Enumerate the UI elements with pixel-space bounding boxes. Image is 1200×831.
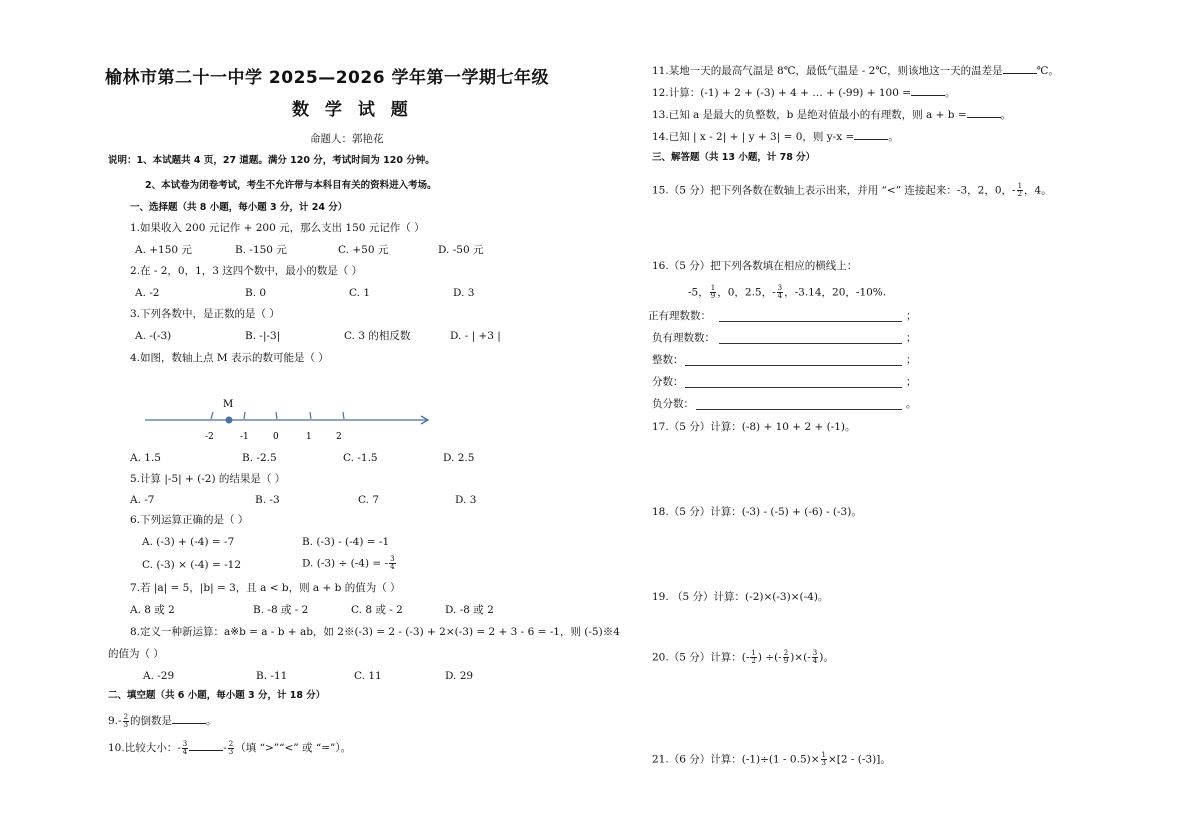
fraction-numerator: 3 xyxy=(182,739,188,748)
fraction-numerator: 2 xyxy=(228,739,234,748)
q2-option-d: D. 3 xyxy=(453,287,475,299)
q1-option-b: B. -150 元 xyxy=(235,244,287,256)
q9 xyxy=(108,713,217,729)
fraction-denominator: 9 xyxy=(783,657,789,665)
fraction-denominator: 4 xyxy=(182,747,188,756)
q20-text: 20.（5 分）计算：(- xyxy=(652,651,750,664)
q21 xyxy=(652,752,891,767)
q12-text: 。 xyxy=(945,87,956,99)
q9-text: 。 xyxy=(206,715,217,727)
fraction-denominator: 2 xyxy=(1017,190,1023,198)
q16-line-end: 。 xyxy=(906,398,917,410)
fraction xyxy=(821,752,827,767)
answer-blank[interactable] xyxy=(189,740,223,751)
section-3-heading: 三、解答题（共 13 小题，计 78 分） xyxy=(652,152,816,163)
tick-label: -1 xyxy=(240,432,249,442)
q7-option-a: A. 8 或 2 xyxy=(130,604,175,616)
q16-label-integer: 整数： xyxy=(652,354,684,366)
q16-label-negative-fraction: 负分数： xyxy=(652,398,694,410)
q17: 17.（5 分）计算：(-8) + 10 + 2 + (-1)。 xyxy=(652,421,856,433)
q5-stem: 5.计算 |-5| + (-2) 的结果是（ ） xyxy=(130,473,286,485)
tick-label: 1 xyxy=(306,432,312,442)
fraction-numerator: 1 xyxy=(821,751,826,759)
q10-text: - xyxy=(223,742,227,754)
answer-line[interactable] xyxy=(685,364,902,366)
fraction xyxy=(123,714,129,729)
q16-numbers xyxy=(688,285,886,300)
q2-option-a: A. -2 xyxy=(135,287,160,299)
fraction xyxy=(812,650,818,665)
q20 xyxy=(652,650,834,665)
q13-text: 。 xyxy=(1000,109,1012,121)
fraction xyxy=(182,741,188,756)
q14 xyxy=(652,129,899,144)
fraction-denominator: 4 xyxy=(390,563,395,571)
tick-mark xyxy=(244,412,245,419)
fraction xyxy=(389,556,395,571)
q6-option-d-text: D. (-3) ÷ (-4) = - xyxy=(302,557,389,570)
q16-line-end: ； xyxy=(906,310,917,322)
q14-text: 。 xyxy=(888,131,899,143)
fraction-denominator: 2 xyxy=(751,657,756,665)
q4-option-d: D. 2.5 xyxy=(443,452,475,464)
q6-option-c: C. (-3) × (-4) = -12 xyxy=(142,559,242,571)
q8-option-b: B. -11 xyxy=(256,670,288,682)
q6-stem: 6.下列运算正确的是（ ） xyxy=(130,514,249,526)
q20-text: )。 xyxy=(819,651,834,664)
fraction-denominator: 4 xyxy=(777,292,783,300)
fraction-numerator: 3 xyxy=(390,555,395,563)
q10-text: （填 “>”“<” 或 “=”）。 xyxy=(235,742,352,754)
point-m-label: M xyxy=(223,399,234,410)
q1-option-d: D. -50 元 xyxy=(438,244,484,256)
q8-option-c: C. 11 xyxy=(354,670,382,682)
exam-subtitle: 数 学 试 题 xyxy=(292,100,413,120)
fraction xyxy=(710,285,716,300)
q16-label-positive-rational: 正有理数数： xyxy=(648,310,711,322)
fraction-denominator: 9 xyxy=(710,292,716,300)
section-1-heading: 一、选择题（共 8 小题，每小题 3 分，计 24 分） xyxy=(130,202,348,213)
q6-option-a: A. (-3) + (-4) = -7 xyxy=(142,536,235,548)
q8-option-d: D. 29 xyxy=(445,670,474,682)
q4-option-b: B. -2.5 xyxy=(242,452,277,464)
tick-label: 2 xyxy=(336,432,342,442)
q10 xyxy=(108,740,351,756)
q2-stem: 2.在 - 2，0，1，3 这四个数中，最小的数是（ ） xyxy=(130,265,363,277)
fraction xyxy=(1017,183,1023,198)
q21-text: ×[2 - (-3)]。 xyxy=(828,753,891,766)
q14-text: 14.已知 | x - 2| + | y + 3| = 0，则 y-x = xyxy=(652,131,855,143)
answer-line[interactable] xyxy=(719,320,902,322)
answer-blank[interactable] xyxy=(967,107,1001,118)
q13-text: 13.已知 a 是最大的负整数，b 是绝对值最小的有理数，则 a + b = xyxy=(652,109,967,121)
tick-label: -2 xyxy=(205,432,214,442)
q3-option-b: B. -|-3| xyxy=(245,330,281,342)
fraction-numerator: 3 xyxy=(812,649,818,657)
fraction-denominator: 3 xyxy=(228,747,234,756)
q5-option-d: D. 3 xyxy=(455,494,477,506)
q4-option-a: A. 1.5 xyxy=(130,452,161,464)
section-2-heading: 二、填空题（共 6 小题，每小题 3 分，计 18 分） xyxy=(108,690,326,701)
q15 xyxy=(652,183,1052,198)
q21-text: 21.（6 分）计算：(-1)÷(1 - 0.5)× xyxy=(652,753,820,766)
exam-title: 榆林市第二十一中学 2025—2026 学年第一学期七年级 xyxy=(105,68,549,88)
tick-label: 0 xyxy=(273,432,279,442)
fraction-numerator: 1 xyxy=(751,649,756,657)
number-line-figure xyxy=(145,392,435,444)
fraction xyxy=(750,650,756,665)
q19: 19. （5 分）计算：(-2)×(-3)×(-4)。 xyxy=(652,591,829,603)
q15-text: 15.（5 分）把下列各数在数轴上表示出来，并用 “<” 连接起来：-3，2，0，- xyxy=(652,184,1016,197)
tick-mark xyxy=(211,412,213,419)
q16-stem: 16.（5 分）把下列各数填在相应的横线上： xyxy=(652,260,858,272)
answer-line[interactable] xyxy=(685,386,902,388)
q6-option-b: B. (-3) - (-4) = -1 xyxy=(302,536,390,548)
fraction-numerator: 1 xyxy=(1017,182,1023,190)
q9-text: 9.- xyxy=(108,715,122,727)
answer-blank[interactable] xyxy=(854,129,888,140)
q4-stem: 4.如图，数轴上点 M 表示的数可能是（ ） xyxy=(130,352,329,364)
point-m xyxy=(226,417,233,424)
q16-line-end: ； xyxy=(906,332,917,344)
q16-numbers-text: ，0，2.5，- xyxy=(717,286,776,299)
q16-line-end: ； xyxy=(906,354,917,366)
fraction-denominator: 3 xyxy=(123,720,129,729)
author-line: 命题人：郭艳花 xyxy=(310,133,384,145)
fraction xyxy=(783,650,789,665)
q11 xyxy=(652,63,1059,78)
q3-stem: 3.下列各数中，是正数的是（ ） xyxy=(130,308,280,320)
tick-mark xyxy=(276,412,277,419)
q7-option-d: D. -8 或 2 xyxy=(445,604,494,616)
q3-option-a: A. -(-3) xyxy=(135,330,172,342)
q10-text: 10.比较大小：- xyxy=(108,742,181,754)
fraction-denominator: 3 xyxy=(821,759,826,767)
q16-numbers-text: -5， xyxy=(688,286,709,299)
q7-stem: 7.若 |a| = 5，|b| = 3，且 a < b，则 a + b 的值为（ ） xyxy=(130,582,401,594)
q1-stem: 1.如果收入 200 元记作 + 200 元，那么支出 150 元记作（ ） xyxy=(130,222,425,234)
q3-option-d: D. - | +3 | xyxy=(450,330,501,342)
fraction-numerator: 2 xyxy=(123,712,129,721)
fraction-denominator: 4 xyxy=(812,657,818,665)
q2-option-c: C. 1 xyxy=(349,287,371,299)
fraction-numerator: 3 xyxy=(777,284,783,292)
fraction-numerator: 1 xyxy=(710,284,716,292)
q16-label-negative-rational: 负有理数数： xyxy=(652,332,715,344)
fraction xyxy=(228,741,234,756)
fraction xyxy=(777,285,783,300)
q5-option-c: C. 7 xyxy=(358,494,380,506)
q8-stem: 8.定义一种新运算：a※b = a - b + ab，如 2※(-3) = 2 - (-3) + 2×(-3) = 2 + 3 - 6 = -1，则 (-5)※4 xyxy=(130,626,620,638)
q11-text: 11.某地一天的最高气温是 8℃，最低气温是 - 2℃，则该地这一天的温差是 xyxy=(652,65,1003,77)
q5-option-b: B. -3 xyxy=(255,494,280,506)
q16-label-fraction: 分数： xyxy=(652,376,684,388)
q5-option-a: A. -7 xyxy=(130,494,155,506)
q13 xyxy=(652,107,1011,122)
q4-option-c: C. -1.5 xyxy=(343,452,378,464)
q1-option-a: A. +150 元 xyxy=(135,244,192,256)
tick-mark xyxy=(343,412,344,419)
q3-option-c: C. 3 的相反数 xyxy=(344,330,411,342)
tick-mark xyxy=(310,412,311,419)
q11-text: ℃。 xyxy=(1036,65,1059,77)
q18: 18.（5 分）计算：(-3) - (-5) + (-6) - (-3)。 xyxy=(652,506,862,518)
q8-stem-continued: 的值为（ ） xyxy=(108,648,164,660)
q16-numbers-text: ，-3.14，20，-10%. xyxy=(784,286,887,299)
answer-blank[interactable] xyxy=(911,85,945,96)
q1-option-c: C. +50 元 xyxy=(338,244,389,256)
q7-option-b: B. -8 或 - 2 xyxy=(253,604,309,616)
q15-text: ，4。 xyxy=(1024,184,1052,197)
q16-line-end: ； xyxy=(906,376,917,388)
q20-text: ) ÷(- xyxy=(757,651,782,664)
q20-text: )×(- xyxy=(790,651,811,664)
note-2: 2、本试卷为闭卷考试，考生不允许带与本科目有关的资料进入考场。 xyxy=(145,180,437,191)
q9-text: 的倒数是 xyxy=(130,715,173,727)
answer-blank[interactable] xyxy=(172,713,206,724)
fraction-numerator: 2 xyxy=(783,649,789,657)
q6-option-d xyxy=(302,556,397,571)
answer-line[interactable] xyxy=(696,408,902,410)
answer-line[interactable] xyxy=(719,342,902,344)
q2-option-b: B. 0 xyxy=(245,287,267,299)
q8-option-a: A. -29 xyxy=(143,670,175,682)
answer-blank[interactable] xyxy=(1003,63,1037,74)
q12 xyxy=(652,85,956,100)
q12-text: 12.计算：(-1) + 2 + (-3) + 4 + … + (-99) + 100 = xyxy=(652,87,912,99)
q7-option-c: C. 8 或 - 2 xyxy=(351,604,403,616)
note-1: 说明：1、本试题共 4 页，27 道题。满分 120 分，考试时间为 120 分钟。 xyxy=(108,155,435,166)
